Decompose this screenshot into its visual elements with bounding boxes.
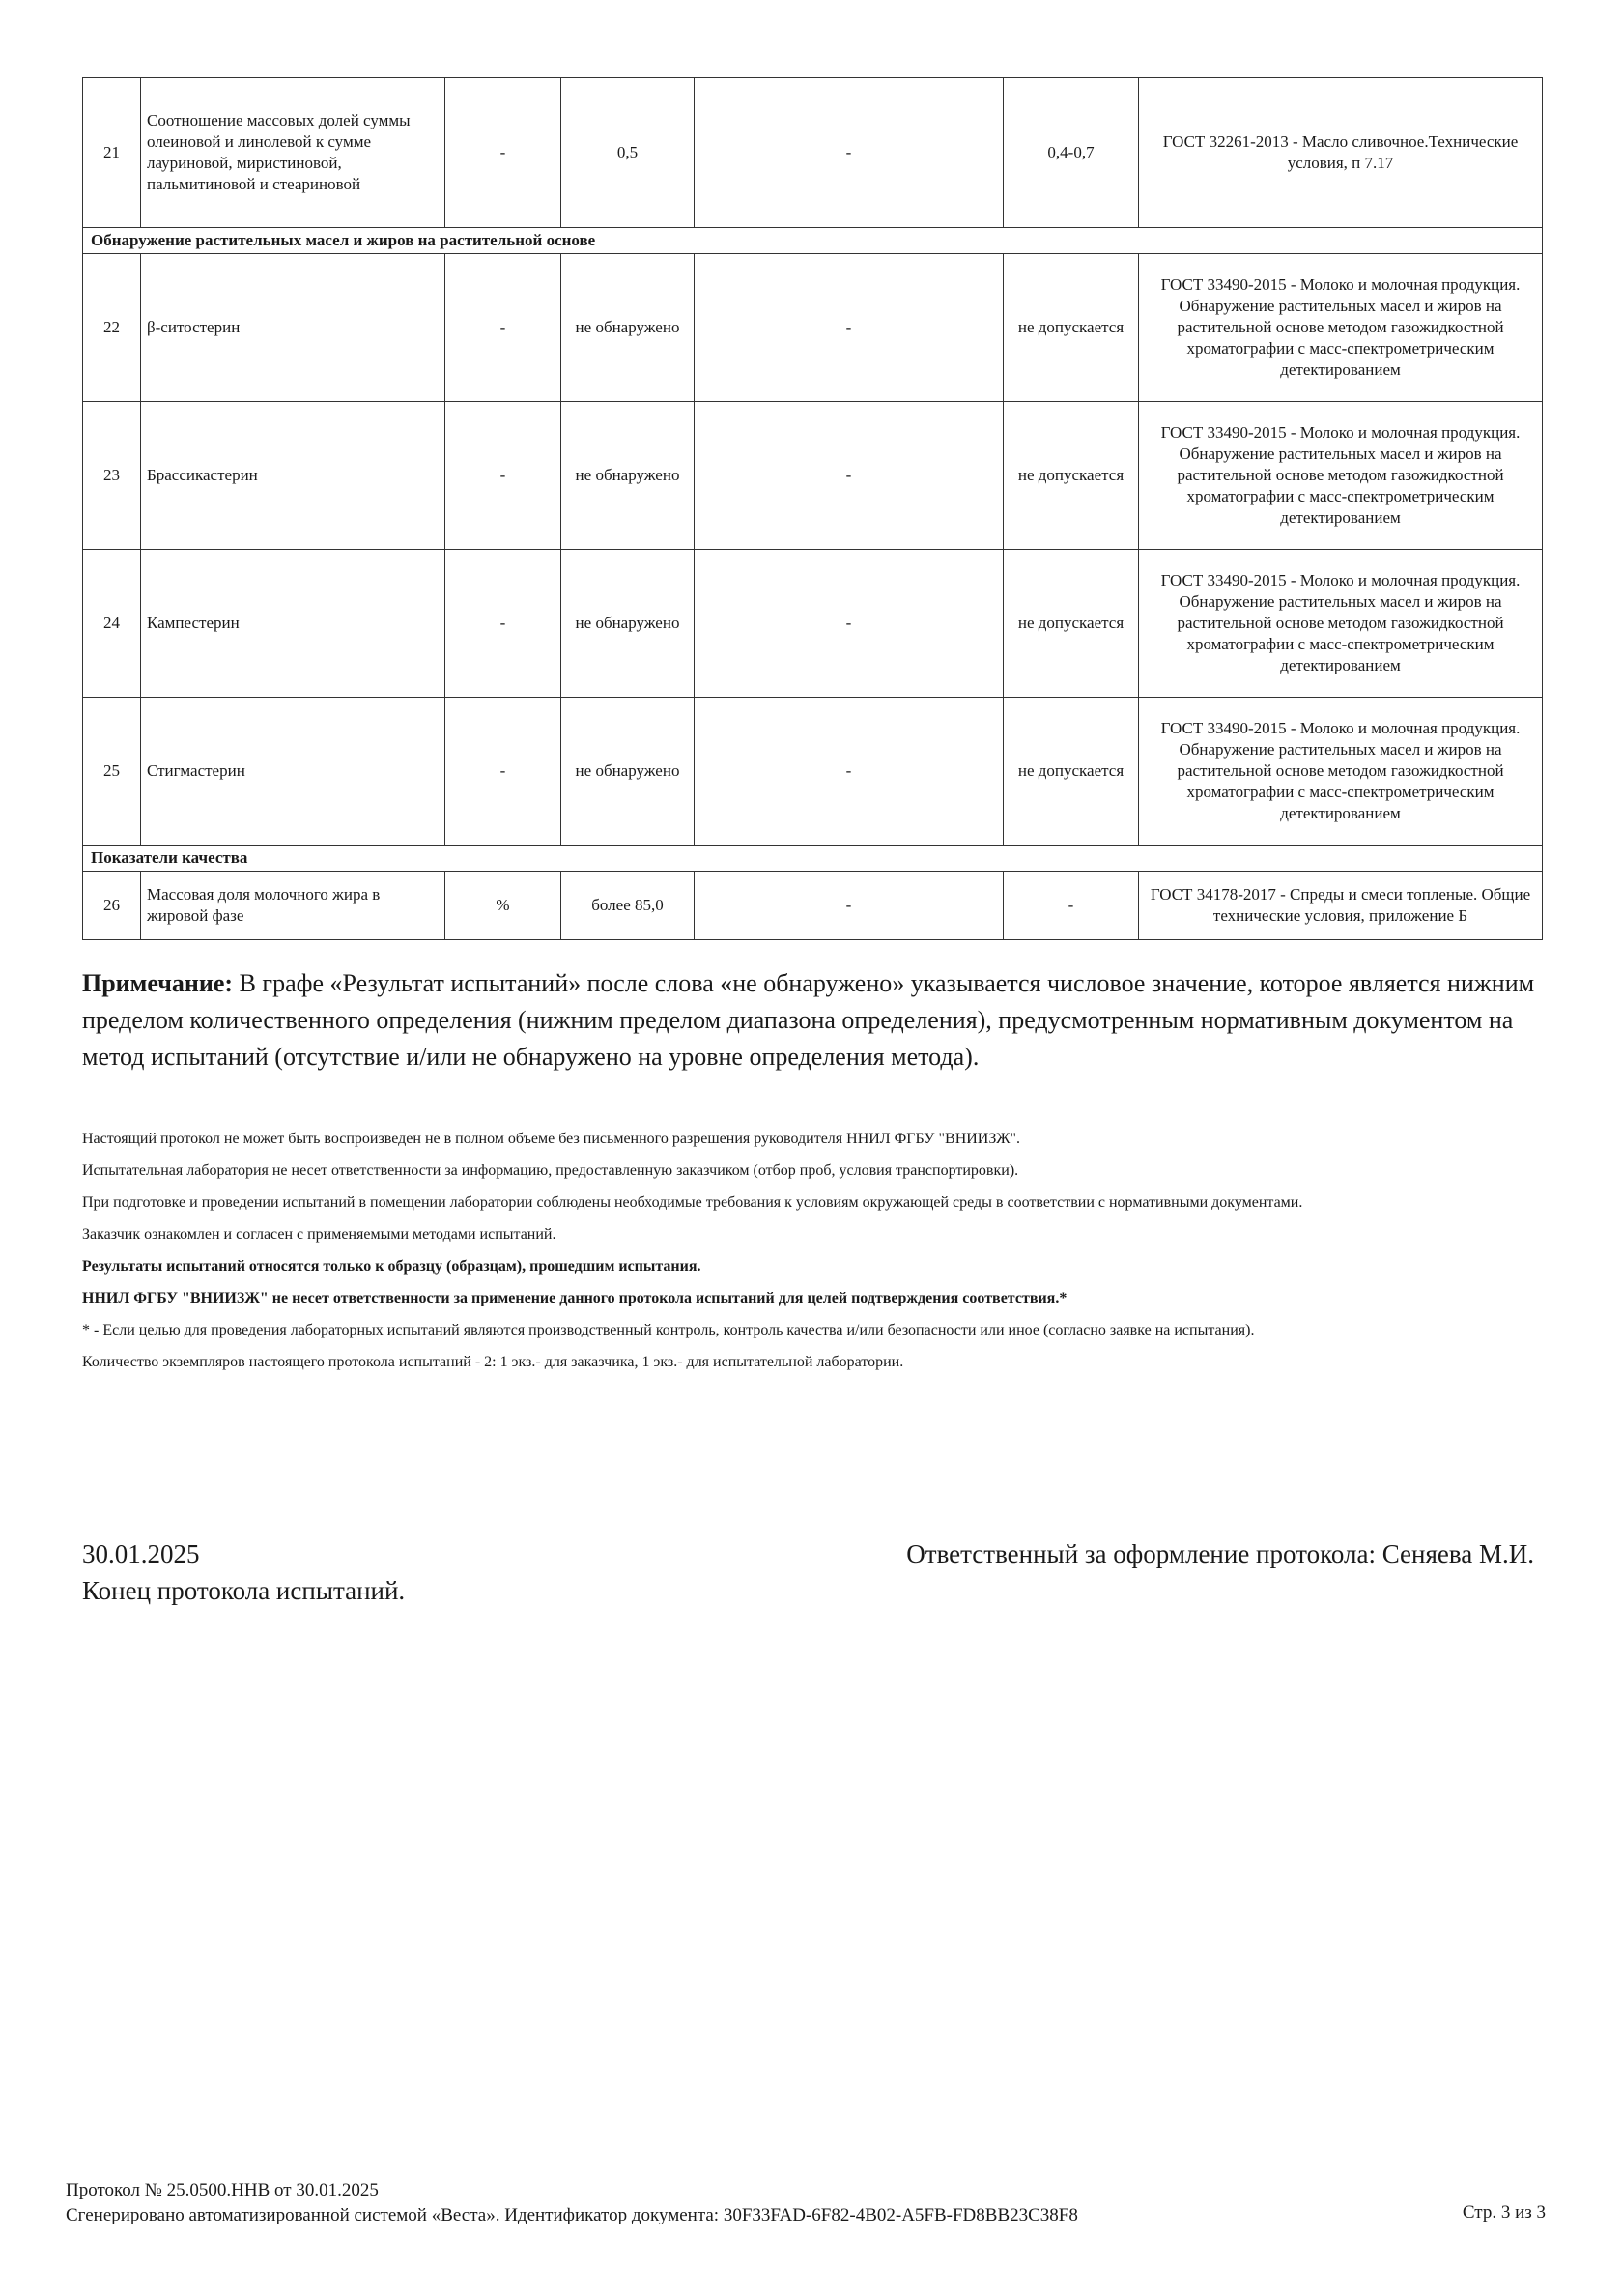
method-cell: ГОСТ 33490-2015 - Молоко и молочная продукция. Обнаружение растительных масел и жиров на растительной основе методом газожидкостной хроматографии с масс-спектрометрическим детектированием <box>1139 254 1543 402</box>
table-row <box>83 254 1543 402</box>
results-table-body <box>83 78 1543 940</box>
uncertainty-cell: - <box>695 78 1004 228</box>
footer-protocol-number: Протокол № 25.0500.ННВ от 30.01.2025 <box>66 2180 379 2200</box>
uncertainty-cell: - <box>695 254 1004 402</box>
disclaimer-line: Результаты испытаний относятся только к образцу (образцам), прошедшим испытания. <box>82 1258 701 1275</box>
footer-generated-by: Сгенерировано автоматизированной системой «Веста». Идентификатор документа: 30F33FAD-6F82-4B02-A5FB-FD8BB23C38F8 <box>66 2205 1078 2225</box>
note-paragraph <box>82 965 1551 1076</box>
indicator-name-cell: Стигмастерин <box>141 698 445 846</box>
method-cell: ГОСТ 34178-2017 - Спреды и смеси топленые. Общие технические условия, приложение Б <box>1139 872 1543 940</box>
row-number-cell: 22 <box>83 254 141 402</box>
unit-cell: % <box>445 872 561 940</box>
method-cell: ГОСТ 33490-2015 - Молоко и молочная продукция. Обнаружение растительных масел и жиров на растительной основе методом газожидкостной хроматографии с масс-спектрометрическим детектированием <box>1139 550 1543 698</box>
unit-cell: - <box>445 254 561 402</box>
result-cell: более 85,0 <box>561 872 695 940</box>
norm-cell: 0,4-0,7 <box>1004 78 1139 228</box>
disclaimer-line: Испытательная лаборатория не несет ответственности за информацию, предоставленную заказчиком (отбор проб, условия транспортировки). <box>82 1162 1019 1179</box>
indicator-name-cell: Массовая доля молочного жира в жировой фазе <box>141 872 445 940</box>
result-cell: 0,5 <box>561 78 695 228</box>
disclaimer-line: * - Если целью для проведения лабораторных испытаний являются производственный контроль, контроль качества и/или безопасности или иное (согласно заявке на испытания). <box>82 1322 1255 1338</box>
disclaimer-line: Настоящий протокол не может быть воспроизведен не в полном объеме без письменного разрешения руководителя ННИЛ ФГБУ "ВНИИЗЖ". <box>82 1131 1021 1147</box>
table-section-row <box>83 228 1543 254</box>
result-cell: не обнаружено <box>561 402 695 550</box>
disclaimers-block <box>82 1123 1551 1378</box>
table-row <box>83 872 1543 940</box>
table-section-row <box>83 846 1543 872</box>
table-row <box>83 78 1543 228</box>
section-label: Показатели качества <box>83 846 1543 872</box>
results-table <box>82 77 1543 940</box>
norm-cell: не допускается <box>1004 402 1139 550</box>
disclaimer-line: При подготовке и проведении испытаний в помещении лаборатории соблюдены необходимые требования к условиям окружающей среды в соответствии с нормативными документами. <box>82 1194 1303 1211</box>
note-label: Примечание: <box>82 969 234 997</box>
row-number-cell: 25 <box>83 698 141 846</box>
unit-cell: - <box>445 698 561 846</box>
indicator-name-cell: Соотношение массовых долей суммы олеиновой и линолевой к сумме лауриновой, миристиновой, пальмитиновой и стеариновой <box>141 78 445 228</box>
result-cell: не обнаружено <box>561 698 695 846</box>
indicator-name-cell: β-ситостерин <box>141 254 445 402</box>
indicator-name-cell: Брассикастерин <box>141 402 445 550</box>
norm-cell: не допускается <box>1004 550 1139 698</box>
uncertainty-cell: - <box>695 402 1004 550</box>
unit-cell: - <box>445 550 561 698</box>
unit-cell: - <box>445 402 561 550</box>
row-number-cell: 21 <box>83 78 141 228</box>
method-cell: ГОСТ 32261-2013 - Масло сливочное.Технические условия, п 7.17 <box>1139 78 1543 228</box>
result-cell: не обнаружено <box>561 254 695 402</box>
method-cell: ГОСТ 33490-2015 - Молоко и молочная продукция. Обнаружение растительных масел и жиров на растительной основе методом газожидкостной хроматографии с масс-спектрометрическим детектированием <box>1139 698 1543 846</box>
row-number-cell: 24 <box>83 550 141 698</box>
method-cell: ГОСТ 33490-2015 - Молоко и молочная продукция. Обнаружение растительных масел и жиров на растительной основе методом газожидкостной хроматографии с масс-спектрометрическим детектированием <box>1139 402 1543 550</box>
disclaimer-line: Количество экземпляров настоящего протокола испытаний - 2: 1 экз.- для заказчика, 1 экз.- для испытательной лаборатории. <box>82 1354 904 1370</box>
norm-cell: не допускается <box>1004 698 1139 846</box>
row-number-cell: 26 <box>83 872 141 940</box>
unit-cell: - <box>445 78 561 228</box>
norm-cell: не допускается <box>1004 254 1139 402</box>
section-label: Обнаружение растительных масел и жиров на растительной основе <box>83 228 1543 254</box>
uncertainty-cell: - <box>695 872 1004 940</box>
norm-cell: - <box>1004 872 1139 940</box>
protocol-end-text: Конец протокола испытаний. <box>82 1576 406 1605</box>
row-number-cell: 23 <box>83 402 141 550</box>
result-cell: не обнаружено <box>561 550 695 698</box>
uncertainty-cell: - <box>695 698 1004 846</box>
footer-page-number: Стр. 3 из 3 <box>1462 2202 1546 2223</box>
signature-date: 30.01.2025 <box>82 1539 200 1568</box>
disclaimer-line: Заказчик ознакомлен и согласен с применяемыми методами испытаний. <box>82 1226 556 1243</box>
indicator-name-cell: Кампестерин <box>141 550 445 698</box>
disclaimer-line: ННИЛ ФГБУ "ВНИИЗЖ" не несет ответственности за применение данного протокола испытаний для целей подтверждения соответствия.* <box>82 1290 1068 1306</box>
table-row <box>83 550 1543 698</box>
uncertainty-cell: - <box>695 550 1004 698</box>
table-row <box>83 698 1543 846</box>
note-text: В графе «Результат испытаний» после слова «не обнаружено» указывается числовое значение, которое является нижним пределом количественного определения (нижним пределом диапазона определения), предусмотренным нормативным документом на метод испытаний (отсутствие и/или не обнаружено на уровне определения метода). <box>82 969 1535 1071</box>
table-row <box>83 402 1543 550</box>
responsible-person: Ответственный за оформление протокола: Сеняева М.И. <box>906 1539 1534 1568</box>
